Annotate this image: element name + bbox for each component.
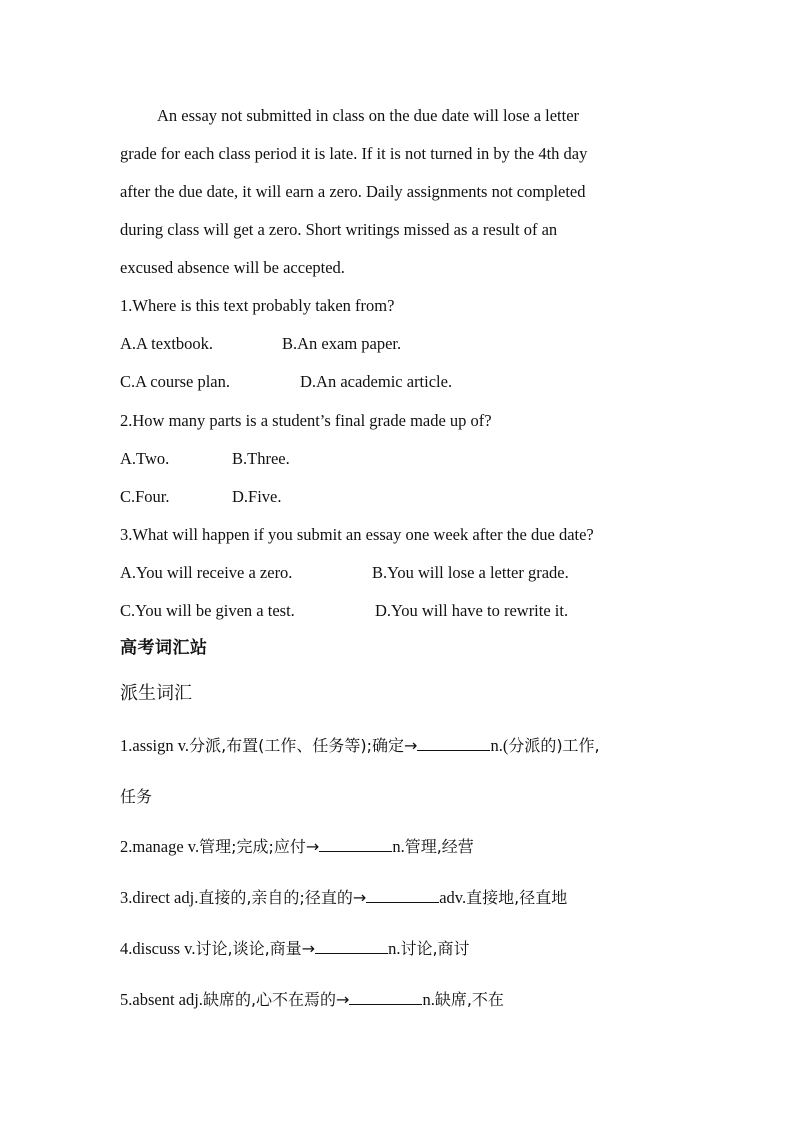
answer-option: B.An exam paper.: [282, 334, 402, 353]
vocab-head: 3.direct adj.: [120, 888, 199, 907]
vocab-pos: n.: [388, 939, 401, 958]
section-subtitle: 派生词汇: [120, 683, 192, 704]
vocab-item: [120, 989, 504, 1011]
question-stem: 1.Where is this text probably taken from?: [120, 296, 395, 315]
vocab-meaning: 缺席的,心不在焉的→: [202, 990, 350, 1009]
vocab-meaning: 分派,布置(工作、任务等);确定→: [189, 736, 418, 755]
vocab-derived-meaning: 直接地,径直地: [466, 888, 568, 907]
vocab-head: 5.absent adj.: [120, 990, 203, 1009]
answer-blank[interactable]: [349, 990, 422, 1005]
answer-option: A.Two.: [120, 449, 170, 468]
answer-blank[interactable]: [417, 736, 490, 751]
passage-line: An essay not submitted in class on the due date will lose a letter: [157, 106, 580, 125]
answer-option: B.Three.: [232, 449, 290, 468]
vocab-derived-meaning: 分派的)工作,: [508, 736, 600, 755]
vocab-item: [120, 887, 567, 909]
passage-line: excused absence will be accepted.: [120, 258, 345, 277]
vocab-item: [120, 735, 600, 757]
passage-line: during class will get a zero. Short writings missed as a result of an: [120, 220, 558, 239]
answer-option: A.A textbook.: [120, 334, 214, 353]
answer-option: D.Five.: [232, 487, 282, 506]
passage-line: grade for each class period it is late. If it is not turned in by the 4th day: [120, 144, 588, 163]
vocab-item: [120, 938, 470, 960]
answer-option: C.You will be given a test.: [120, 601, 295, 620]
passage-line: after the due date, it will earn a zero. Daily assignments not completed: [120, 182, 586, 201]
answer-option: D.You will have to rewrite it.: [375, 601, 569, 620]
section-title: 高考词汇站: [120, 638, 208, 658]
answer-option: C.Four.: [120, 487, 170, 506]
vocab-pos: n.(: [490, 736, 509, 755]
answer-option: C.A course plan.: [120, 372, 230, 391]
question-stem: 3.What will happen if you submit an essay one week after the due date?: [120, 525, 594, 544]
vocab-head: 2.manage v.: [120, 837, 200, 856]
vocab-head: 4.discuss v.: [120, 939, 196, 958]
vocab-meaning: 管理;完成;应付→: [199, 837, 320, 856]
vocab-pos: adv.: [439, 888, 467, 907]
question-stem: 2.How many parts is a student’s final grade made up of?: [120, 411, 492, 430]
answer-blank[interactable]: [315, 939, 388, 954]
vocab-meaning: 讨论,谈论,商量→: [195, 939, 316, 958]
vocab-derived-meaning: 管理,经营: [404, 837, 474, 856]
vocab-meaning: 直接的,亲自的;径直的→: [198, 888, 367, 907]
vocab-pos: n.: [392, 837, 405, 856]
vocab-head: 1.assign v.: [120, 736, 190, 755]
vocab-wrap-line: 任务: [120, 787, 153, 806]
answer-blank[interactable]: [319, 837, 392, 852]
answer-option: B.You will lose a letter grade.: [372, 563, 569, 582]
answer-option: A.You will receive a zero.: [120, 563, 293, 582]
vocab-pos: n.: [422, 990, 435, 1009]
answer-option: D.An academic article.: [300, 372, 453, 391]
vocab-item: [120, 836, 474, 858]
answer-blank[interactable]: [366, 888, 439, 903]
vocab-derived-meaning: 讨论,商讨: [400, 939, 470, 958]
vocab-derived-meaning: 缺席,不在: [434, 990, 504, 1009]
